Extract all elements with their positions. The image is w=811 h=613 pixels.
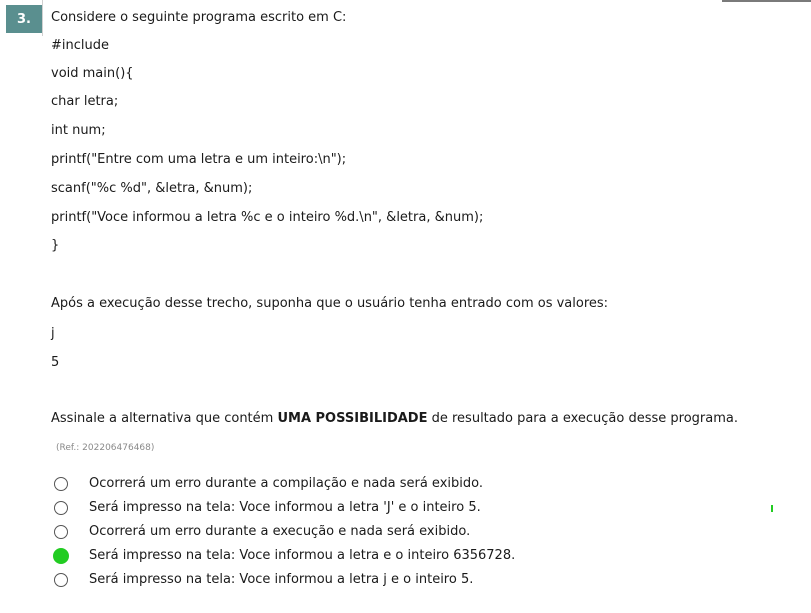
- answer-option-label: Será impresso na tela: Voce informou a letra j e o inteiro 5.: [89, 572, 474, 587]
- answer-option[interactable]: [52, 570, 474, 590]
- input-value: 5: [51, 355, 60, 370]
- progress-marker: [771, 505, 773, 512]
- code-line: }: [51, 238, 60, 253]
- code-line: #include: [51, 38, 109, 53]
- question-intro: Considere o seguinte programa escrito em C:: [51, 10, 347, 25]
- answer-option[interactable]: [52, 474, 483, 494]
- code-line: void main(){: [51, 66, 134, 81]
- code-line: scanf("%c %d", &letra, &num);: [51, 181, 253, 196]
- reference-code: (Ref.: 202206476468): [56, 443, 155, 453]
- code-line: char letra;: [51, 94, 119, 109]
- prompt-emphasis: UMA POSSIBILIDADE: [277, 411, 428, 426]
- code-line: printf("Entre com uma letra e um inteiro:\n");: [51, 152, 347, 167]
- top-divider: [722, 0, 811, 2]
- header-divider: [42, 0, 43, 36]
- answer-option[interactable]: [52, 522, 471, 542]
- radio-button[interactable]: [54, 573, 68, 587]
- input-value: j: [51, 326, 55, 341]
- answer-option-label: Ocorrerá um erro durante a execução e nada será exibido.: [89, 524, 471, 539]
- answer-option-label: Ocorrerá um erro durante a compilação e nada será exibido.: [89, 476, 483, 491]
- code-line: printf("Voce informou a letra %c e o inteiro %d.\n", &letra, &num);: [51, 210, 484, 225]
- question-number-badge: 3.: [6, 5, 42, 33]
- radio-button[interactable]: [54, 501, 68, 515]
- answer-option-label: Será impresso na tela: Voce informou a letra e o inteiro 6356728.: [89, 548, 516, 563]
- radio-button-selected[interactable]: [53, 548, 69, 564]
- radio-button[interactable]: [54, 525, 68, 539]
- answer-option-label: Será impresso na tela: Voce informou a letra 'J' e o inteiro 5.: [89, 500, 481, 515]
- prompt-text: Assinale a alternativa que contém: [51, 411, 278, 426]
- code-line: int num;: [51, 123, 106, 138]
- answer-option-selected[interactable]: [52, 546, 516, 566]
- question-prompt: [51, 411, 738, 427]
- scenario-text: Após a execução desse trecho, suponha que o usuário tenha entrado com os valores:: [51, 296, 609, 311]
- prompt-text: de resultado para a execução desse programa.: [427, 411, 739, 426]
- radio-button[interactable]: [54, 477, 68, 491]
- answer-option[interactable]: [52, 498, 481, 518]
